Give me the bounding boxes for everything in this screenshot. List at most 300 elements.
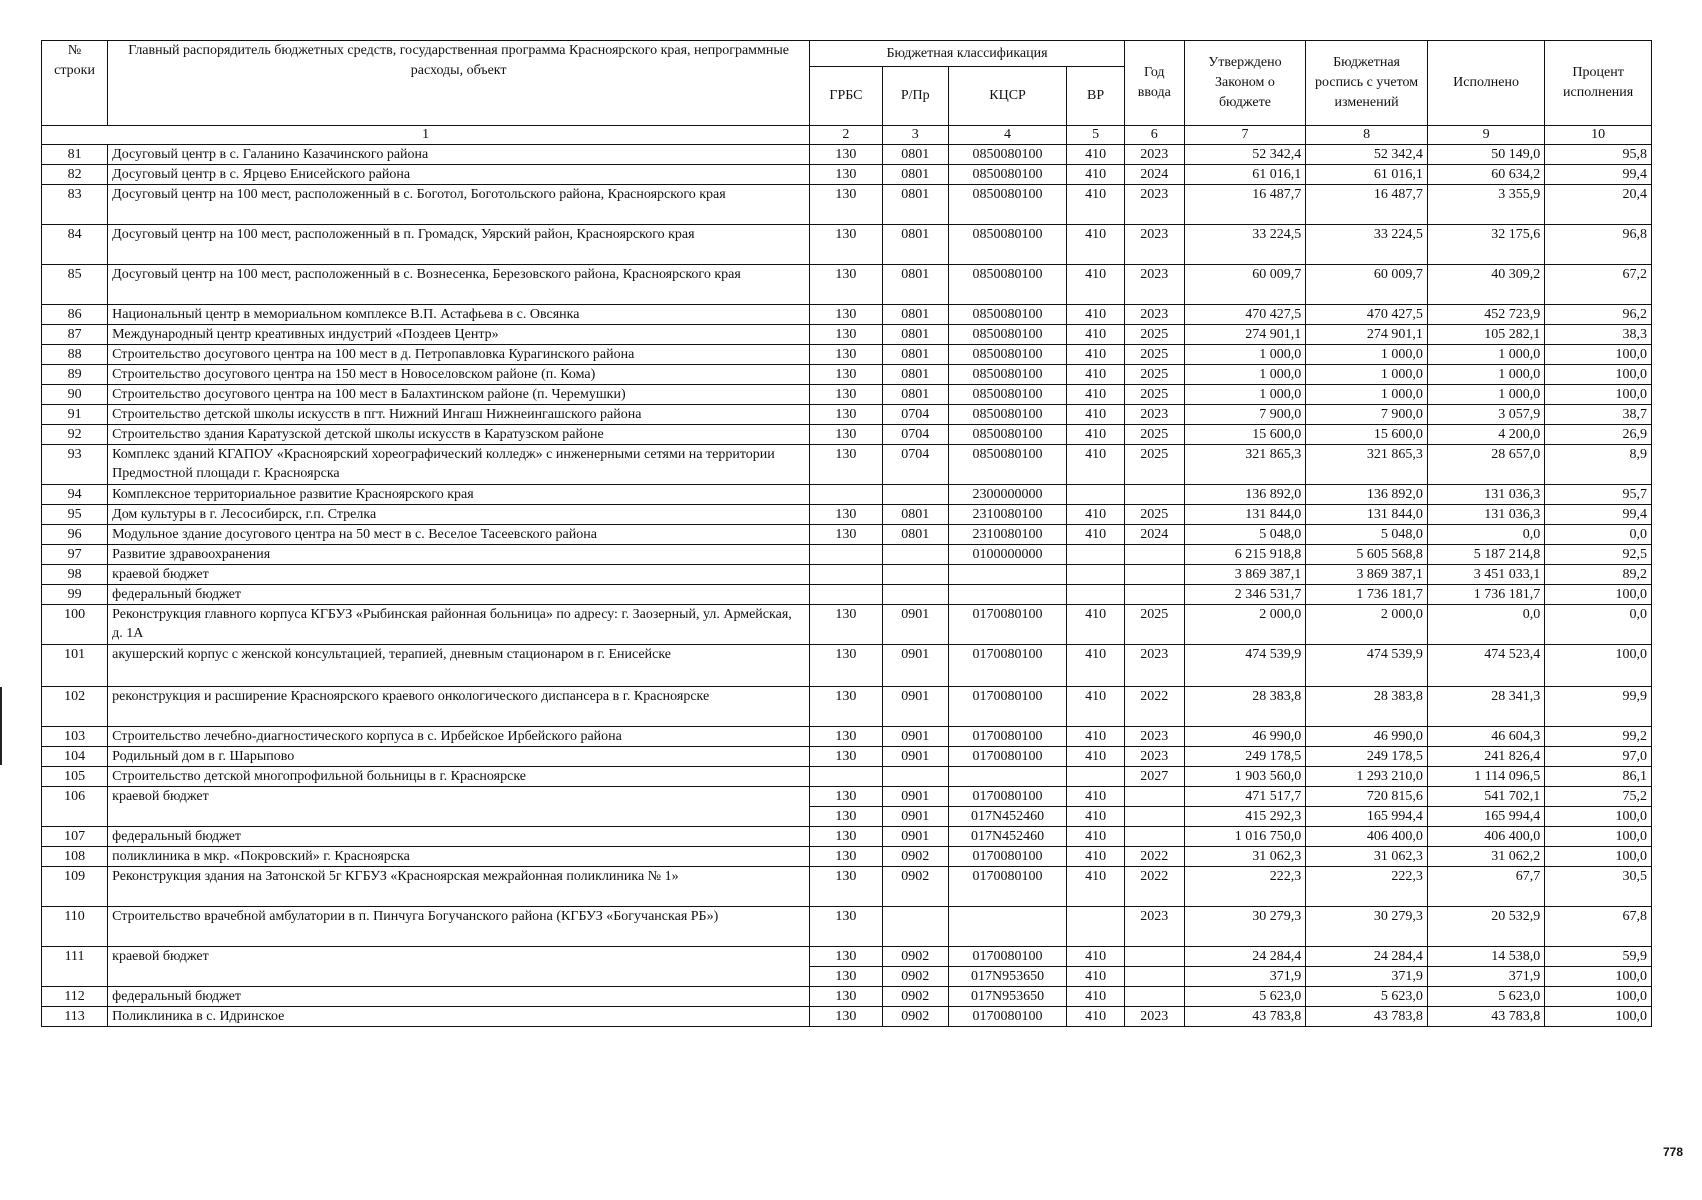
rpr-cell: 0901 bbox=[882, 747, 948, 767]
kcsr-cell: 0170080100 bbox=[948, 605, 1066, 645]
kcsr-cell: 2310080100 bbox=[948, 505, 1066, 525]
object-name-cell: Строительство досугового центра на 100 мест в Балахтинском районе (п. Черемушки) bbox=[108, 385, 810, 405]
kcsr-cell bbox=[948, 565, 1066, 585]
schedule-cell: 165 994,4 bbox=[1306, 807, 1428, 827]
rpr-cell bbox=[882, 585, 948, 605]
row-number-cell: 113 bbox=[42, 1007, 108, 1027]
approved-cell: 16 487,7 bbox=[1184, 185, 1306, 225]
grbs-cell: 130 bbox=[810, 365, 883, 385]
table-row bbox=[42, 787, 1652, 807]
approved-cell: 1 000,0 bbox=[1184, 365, 1306, 385]
vr-cell: 410 bbox=[1067, 827, 1125, 847]
executed-cell: 406 400,0 bbox=[1427, 827, 1544, 847]
year-cell: 2025 bbox=[1124, 325, 1184, 345]
kcsr-cell: 0170080100 bbox=[948, 947, 1066, 967]
grbs-cell: 130 bbox=[810, 747, 883, 767]
object-name-cell: Родильный дом в г. Шарыпово bbox=[108, 747, 810, 767]
table-row bbox=[42, 185, 1652, 225]
row-number-cell: 111 bbox=[42, 947, 108, 987]
year-cell: 2025 bbox=[1124, 425, 1184, 445]
row-number-cell: 107 bbox=[42, 827, 108, 847]
table-row bbox=[42, 165, 1652, 185]
header-schedule: Бюджетная роспись с учетом изменений bbox=[1306, 41, 1428, 126]
executed-cell: 14 538,0 bbox=[1427, 947, 1544, 967]
year-cell: 2025 bbox=[1124, 505, 1184, 525]
rpr-cell: 0801 bbox=[882, 385, 948, 405]
row-number-cell: 87 bbox=[42, 325, 108, 345]
table-row bbox=[42, 747, 1652, 767]
vr-cell bbox=[1067, 907, 1125, 947]
row-number-cell: 100 bbox=[42, 605, 108, 645]
approved-cell: 60 009,7 bbox=[1184, 265, 1306, 305]
approved-cell: 136 892,0 bbox=[1184, 485, 1306, 505]
executed-cell: 5 623,0 bbox=[1427, 987, 1544, 1007]
kcsr-cell: 017N953650 bbox=[948, 987, 1066, 1007]
vr-cell: 410 bbox=[1067, 967, 1125, 987]
grbs-cell: 130 bbox=[810, 145, 883, 165]
executed-cell: 3 451 033,1 bbox=[1427, 565, 1544, 585]
schedule-cell: 136 892,0 bbox=[1306, 485, 1428, 505]
percent-cell: 95,7 bbox=[1545, 485, 1652, 505]
vr-cell: 410 bbox=[1067, 947, 1125, 967]
object-name-cell: краевой бюджет bbox=[108, 787, 810, 827]
approved-cell: 274 901,1 bbox=[1184, 325, 1306, 345]
vr-cell: 410 bbox=[1067, 787, 1125, 807]
table-row bbox=[42, 1007, 1652, 1027]
column-number: 8 bbox=[1306, 126, 1428, 145]
year-cell: 2023 bbox=[1124, 405, 1184, 425]
row-number-cell: 102 bbox=[42, 687, 108, 727]
approved-cell: 7 900,0 bbox=[1184, 405, 1306, 425]
vr-cell: 410 bbox=[1067, 645, 1125, 687]
percent-cell: 99,2 bbox=[1545, 727, 1652, 747]
executed-cell: 3 355,9 bbox=[1427, 185, 1544, 225]
schedule-cell: 7 900,0 bbox=[1306, 405, 1428, 425]
column-number: 2 bbox=[810, 126, 883, 145]
executed-cell: 4 200,0 bbox=[1427, 425, 1544, 445]
year-cell: 2023 bbox=[1124, 1007, 1184, 1027]
schedule-cell: 1 000,0 bbox=[1306, 345, 1428, 365]
percent-cell: 59,9 bbox=[1545, 947, 1652, 967]
year-cell: 2023 bbox=[1124, 225, 1184, 265]
executed-cell: 0,0 bbox=[1427, 525, 1544, 545]
kcsr-cell: 017N953650 bbox=[948, 967, 1066, 987]
executed-cell: 241 826,4 bbox=[1427, 747, 1544, 767]
approved-cell: 2 346 531,7 bbox=[1184, 585, 1306, 605]
rpr-cell bbox=[882, 767, 948, 787]
header-budget-classification: Бюджетная классификация bbox=[810, 41, 1125, 67]
percent-cell: 95,8 bbox=[1545, 145, 1652, 165]
table-row bbox=[42, 605, 1652, 645]
grbs-cell bbox=[810, 585, 883, 605]
grbs-cell: 130 bbox=[810, 385, 883, 405]
object-name-cell: Международный центр креативных индустрий «Поздеев Центр» bbox=[108, 325, 810, 345]
kcsr-cell: 0850080100 bbox=[948, 325, 1066, 345]
executed-cell: 452 723,9 bbox=[1427, 305, 1544, 325]
row-number-cell: 89 bbox=[42, 365, 108, 385]
schedule-cell: 131 844,0 bbox=[1306, 505, 1428, 525]
percent-cell: 96,8 bbox=[1545, 225, 1652, 265]
object-name-cell: Досуговый центр на 100 мест, расположенный в с. Вознесенка, Березовского района, Красноярского края bbox=[108, 265, 810, 305]
budget-table bbox=[41, 40, 1652, 1027]
year-cell bbox=[1124, 947, 1184, 967]
rpr-cell: 0902 bbox=[882, 987, 948, 1007]
approved-cell: 131 844,0 bbox=[1184, 505, 1306, 525]
schedule-cell: 406 400,0 bbox=[1306, 827, 1428, 847]
table-row bbox=[42, 265, 1652, 305]
object-name-cell: Досуговый центр в с. Галанино Казачинского района bbox=[108, 145, 810, 165]
year-cell bbox=[1124, 807, 1184, 827]
percent-cell: 100,0 bbox=[1545, 385, 1652, 405]
vr-cell: 410 bbox=[1067, 525, 1125, 545]
vr-cell: 410 bbox=[1067, 807, 1125, 827]
vr-cell: 410 bbox=[1067, 425, 1125, 445]
percent-cell: 67,2 bbox=[1545, 265, 1652, 305]
object-name-cell: Строительство детской школы искусств в пгт. Нижний Ингаш Нижнеингашского района bbox=[108, 405, 810, 425]
header-name: Главный распорядитель бюджетных средств, государственная программа Красноярского края, непрограммные расходы, объект bbox=[108, 41, 810, 126]
rpr-cell: 0901 bbox=[882, 827, 948, 847]
object-name-cell: Реконструкция здания на Затонской 5г КГБУЗ «Красноярская межрайонная поликлиника № 1» bbox=[108, 867, 810, 907]
schedule-cell: 61 016,1 bbox=[1306, 165, 1428, 185]
percent-cell: 8,9 bbox=[1545, 445, 1652, 485]
schedule-cell: 2 000,0 bbox=[1306, 605, 1428, 645]
table-row bbox=[42, 545, 1652, 565]
year-cell: 2023 bbox=[1124, 907, 1184, 947]
percent-cell: 100,0 bbox=[1545, 1007, 1652, 1027]
kcsr-cell: 0850080100 bbox=[948, 145, 1066, 165]
row-number-cell: 106 bbox=[42, 787, 108, 827]
table-row bbox=[42, 225, 1652, 265]
rpr-cell: 0901 bbox=[882, 687, 948, 727]
executed-cell: 31 062,2 bbox=[1427, 847, 1544, 867]
grbs-cell: 130 bbox=[810, 987, 883, 1007]
vr-cell: 410 bbox=[1067, 325, 1125, 345]
object-name-cell: Строительство врачебной амбулатории в п. Пинчуга Богучанского района (КГБУЗ «Богучанская РБ») bbox=[108, 907, 810, 947]
rpr-cell: 0901 bbox=[882, 605, 948, 645]
row-number-cell: 91 bbox=[42, 405, 108, 425]
vr-cell bbox=[1067, 545, 1125, 565]
row-number-cell: 85 bbox=[42, 265, 108, 305]
schedule-cell: 31 062,3 bbox=[1306, 847, 1428, 867]
approved-cell: 61 016,1 bbox=[1184, 165, 1306, 185]
table-row bbox=[42, 847, 1652, 867]
object-name-cell: федеральный бюджет bbox=[108, 827, 810, 847]
schedule-cell: 1 293 210,0 bbox=[1306, 767, 1428, 787]
percent-cell: 38,3 bbox=[1545, 325, 1652, 345]
rpr-cell: 0801 bbox=[882, 225, 948, 265]
vr-cell: 410 bbox=[1067, 1007, 1125, 1027]
vr-cell: 410 bbox=[1067, 185, 1125, 225]
header-year: Год ввода bbox=[1124, 41, 1184, 126]
percent-cell: 89,2 bbox=[1545, 565, 1652, 585]
kcsr-cell: 2310080100 bbox=[948, 525, 1066, 545]
table-row bbox=[42, 767, 1652, 787]
column-number: 10 bbox=[1545, 126, 1652, 145]
vr-cell: 410 bbox=[1067, 385, 1125, 405]
grbs-cell bbox=[810, 545, 883, 565]
rpr-cell: 0902 bbox=[882, 867, 948, 907]
percent-cell: 99,4 bbox=[1545, 505, 1652, 525]
rpr-cell: 0704 bbox=[882, 405, 948, 425]
approved-cell: 1 000,0 bbox=[1184, 385, 1306, 405]
object-name-cell: Комплексное территориальное развитие Красноярского края bbox=[108, 485, 810, 505]
grbs-cell: 130 bbox=[810, 605, 883, 645]
object-name-cell: краевой бюджет bbox=[108, 565, 810, 585]
year-cell: 2024 bbox=[1124, 525, 1184, 545]
row-number-cell: 95 bbox=[42, 505, 108, 525]
approved-cell: 52 342,4 bbox=[1184, 145, 1306, 165]
table-row bbox=[42, 907, 1652, 947]
executed-cell: 131 036,3 bbox=[1427, 505, 1544, 525]
percent-cell: 30,5 bbox=[1545, 867, 1652, 907]
rpr-cell: 0801 bbox=[882, 505, 948, 525]
grbs-cell bbox=[810, 767, 883, 787]
grbs-cell: 130 bbox=[810, 265, 883, 305]
column-number-row bbox=[42, 126, 1652, 145]
rpr-cell: 0801 bbox=[882, 525, 948, 545]
executed-cell: 3 057,9 bbox=[1427, 405, 1544, 425]
percent-cell: 26,9 bbox=[1545, 425, 1652, 445]
grbs-cell: 130 bbox=[810, 305, 883, 325]
row-number-cell: 81 bbox=[42, 145, 108, 165]
grbs-cell: 130 bbox=[810, 967, 883, 987]
year-cell bbox=[1124, 485, 1184, 505]
schedule-cell: 249 178,5 bbox=[1306, 747, 1428, 767]
grbs-cell: 130 bbox=[810, 525, 883, 545]
grbs-cell: 130 bbox=[810, 225, 883, 265]
vr-cell bbox=[1067, 767, 1125, 787]
row-number-cell: 101 bbox=[42, 645, 108, 687]
table-row bbox=[42, 947, 1652, 967]
header-executed: Исполнено bbox=[1427, 41, 1544, 126]
grbs-cell: 130 bbox=[810, 505, 883, 525]
vr-cell: 410 bbox=[1067, 165, 1125, 185]
executed-cell: 1 736 181,7 bbox=[1427, 585, 1544, 605]
grbs-cell bbox=[810, 485, 883, 505]
table-row bbox=[42, 365, 1652, 385]
grbs-cell: 130 bbox=[810, 345, 883, 365]
column-number: 9 bbox=[1427, 126, 1544, 145]
year-cell: 2027 bbox=[1124, 767, 1184, 787]
table-row bbox=[42, 445, 1652, 485]
grbs-cell: 130 bbox=[810, 325, 883, 345]
approved-cell: 474 539,9 bbox=[1184, 645, 1306, 687]
approved-cell: 28 383,8 bbox=[1184, 687, 1306, 727]
table-row bbox=[42, 987, 1652, 1007]
kcsr-cell: 0170080100 bbox=[948, 867, 1066, 907]
rpr-cell: 0901 bbox=[882, 727, 948, 747]
schedule-cell: 1 000,0 bbox=[1306, 385, 1428, 405]
schedule-cell: 16 487,7 bbox=[1306, 185, 1428, 225]
rpr-cell: 0902 bbox=[882, 967, 948, 987]
percent-cell: 100,0 bbox=[1545, 827, 1652, 847]
row-number-cell: 104 bbox=[42, 747, 108, 767]
schedule-cell: 1 736 181,7 bbox=[1306, 585, 1428, 605]
executed-cell: 46 604,3 bbox=[1427, 727, 1544, 747]
executed-cell: 60 634,2 bbox=[1427, 165, 1544, 185]
row-number-cell: 97 bbox=[42, 545, 108, 565]
year-cell: 2025 bbox=[1124, 605, 1184, 645]
rpr-cell: 0902 bbox=[882, 847, 948, 867]
kcsr-cell: 0170080100 bbox=[948, 787, 1066, 807]
header-percent: Процент исполнения bbox=[1545, 41, 1652, 126]
kcsr-cell: 0850080100 bbox=[948, 445, 1066, 485]
grbs-cell: 130 bbox=[810, 687, 883, 727]
table-row bbox=[42, 305, 1652, 325]
rpr-cell: 0704 bbox=[882, 425, 948, 445]
approved-cell: 5 623,0 bbox=[1184, 987, 1306, 1007]
object-name-cell: Строительство лечебно-диагностического корпуса в с. Ирбейское Ирбейского района bbox=[108, 727, 810, 747]
header-kcsr: КЦСР bbox=[948, 67, 1066, 126]
year-cell bbox=[1124, 967, 1184, 987]
kcsr-cell: 0170080100 bbox=[948, 1007, 1066, 1027]
object-name-cell: акушерский корпус с женской консультацией, терапией, дневным стационаром в г. Енисейске bbox=[108, 645, 810, 687]
column-number: 3 bbox=[882, 126, 948, 145]
vr-cell: 410 bbox=[1067, 365, 1125, 385]
table-body bbox=[42, 145, 1652, 1027]
grbs-cell: 130 bbox=[810, 947, 883, 967]
header-rpr: Р/Пр bbox=[882, 67, 948, 126]
approved-cell: 1 903 560,0 bbox=[1184, 767, 1306, 787]
approved-cell: 30 279,3 bbox=[1184, 907, 1306, 947]
schedule-cell: 60 009,7 bbox=[1306, 265, 1428, 305]
executed-cell: 105 282,1 bbox=[1427, 325, 1544, 345]
year-cell: 2025 bbox=[1124, 445, 1184, 485]
executed-cell: 1 114 096,5 bbox=[1427, 767, 1544, 787]
kcsr-cell: 0100000000 bbox=[948, 545, 1066, 565]
object-name-cell: поликлиника в мкр. «Покровский» г. Красноярска bbox=[108, 847, 810, 867]
kcsr-cell: 0850080100 bbox=[948, 265, 1066, 305]
approved-cell: 33 224,5 bbox=[1184, 225, 1306, 265]
vr-cell: 410 bbox=[1067, 225, 1125, 265]
rpr-cell: 0801 bbox=[882, 185, 948, 225]
approved-cell: 2 000,0 bbox=[1184, 605, 1306, 645]
header-grbs: ГРБС bbox=[810, 67, 883, 126]
percent-cell: 96,2 bbox=[1545, 305, 1652, 325]
grbs-cell: 130 bbox=[810, 727, 883, 747]
rpr-cell: 0801 bbox=[882, 145, 948, 165]
executed-cell: 165 994,4 bbox=[1427, 807, 1544, 827]
grbs-cell: 130 bbox=[810, 907, 883, 947]
schedule-cell: 15 600,0 bbox=[1306, 425, 1428, 445]
header-row-no: № строки bbox=[42, 41, 108, 126]
row-number-cell: 105 bbox=[42, 767, 108, 787]
header-vr: ВР bbox=[1067, 67, 1125, 126]
percent-cell: 67,8 bbox=[1545, 907, 1652, 947]
year-cell: 2023 bbox=[1124, 645, 1184, 687]
percent-cell: 100,0 bbox=[1545, 807, 1652, 827]
executed-cell: 1 000,0 bbox=[1427, 365, 1544, 385]
header-approved: Утверждено Законом о бюджете bbox=[1184, 41, 1306, 126]
year-cell: 2025 bbox=[1124, 365, 1184, 385]
schedule-cell: 30 279,3 bbox=[1306, 907, 1428, 947]
kcsr-cell: 0170080100 bbox=[948, 747, 1066, 767]
percent-cell: 99,9 bbox=[1545, 687, 1652, 727]
row-number-cell: 90 bbox=[42, 385, 108, 405]
executed-cell: 43 783,8 bbox=[1427, 1007, 1544, 1027]
kcsr-cell: 0850080100 bbox=[948, 185, 1066, 225]
vr-cell: 410 bbox=[1067, 505, 1125, 525]
executed-cell: 0,0 bbox=[1427, 605, 1544, 645]
schedule-cell: 474 539,9 bbox=[1306, 645, 1428, 687]
schedule-cell: 5 623,0 bbox=[1306, 987, 1428, 1007]
table-row bbox=[42, 687, 1652, 727]
table-row bbox=[42, 565, 1652, 585]
table-row bbox=[42, 525, 1652, 545]
executed-cell: 67,7 bbox=[1427, 867, 1544, 907]
percent-cell: 100,0 bbox=[1545, 345, 1652, 365]
executed-cell: 50 149,0 bbox=[1427, 145, 1544, 165]
schedule-cell: 33 224,5 bbox=[1306, 225, 1428, 265]
approved-cell: 321 865,3 bbox=[1184, 445, 1306, 485]
object-name-cell: Национальный центр в мемориальном комплексе В.П. Астафьева в с. Овсянка bbox=[108, 305, 810, 325]
schedule-cell: 1 000,0 bbox=[1306, 365, 1428, 385]
year-cell: 2023 bbox=[1124, 185, 1184, 225]
grbs-cell: 130 bbox=[810, 847, 883, 867]
percent-cell: 99,4 bbox=[1545, 165, 1652, 185]
executed-cell: 40 309,2 bbox=[1427, 265, 1544, 305]
object-name-cell: Досуговый центр в с. Ярцево Енисейского района bbox=[108, 165, 810, 185]
executed-cell: 20 532,9 bbox=[1427, 907, 1544, 947]
executed-cell: 541 702,1 bbox=[1427, 787, 1544, 807]
year-cell: 2023 bbox=[1124, 727, 1184, 747]
kcsr-cell: 0170080100 bbox=[948, 687, 1066, 727]
row-number-cell: 99 bbox=[42, 585, 108, 605]
rpr-cell: 0902 bbox=[882, 1007, 948, 1027]
vr-cell: 410 bbox=[1067, 405, 1125, 425]
row-number-cell: 109 bbox=[42, 867, 108, 907]
kcsr-cell: 0850080100 bbox=[948, 225, 1066, 265]
vr-cell: 410 bbox=[1067, 747, 1125, 767]
kcsr-cell: 0170080100 bbox=[948, 645, 1066, 687]
schedule-cell: 321 865,3 bbox=[1306, 445, 1428, 485]
percent-cell: 100,0 bbox=[1545, 967, 1652, 987]
year-cell: 2022 bbox=[1124, 687, 1184, 727]
schedule-cell: 52 342,4 bbox=[1306, 145, 1428, 165]
percent-cell: 0,0 bbox=[1545, 605, 1652, 645]
row-number-cell: 83 bbox=[42, 185, 108, 225]
year-cell: 2023 bbox=[1124, 305, 1184, 325]
schedule-cell: 46 990,0 bbox=[1306, 727, 1428, 747]
approved-cell: 371,9 bbox=[1184, 967, 1306, 987]
object-name-cell: федеральный бюджет bbox=[108, 585, 810, 605]
row-number-cell: 98 bbox=[42, 565, 108, 585]
schedule-cell: 720 815,6 bbox=[1306, 787, 1428, 807]
approved-cell: 5 048,0 bbox=[1184, 525, 1306, 545]
percent-cell: 100,0 bbox=[1545, 365, 1652, 385]
grbs-cell: 130 bbox=[810, 425, 883, 445]
table-row bbox=[42, 385, 1652, 405]
column-number: 5 bbox=[1067, 126, 1125, 145]
approved-cell: 3 869 387,1 bbox=[1184, 565, 1306, 585]
budget-table-container bbox=[41, 40, 1652, 1027]
executed-cell: 1 000,0 bbox=[1427, 345, 1544, 365]
rpr-cell: 0704 bbox=[882, 445, 948, 485]
row-number-cell: 108 bbox=[42, 847, 108, 867]
vr-cell: 410 bbox=[1067, 305, 1125, 325]
object-name-cell: краевой бюджет bbox=[108, 947, 810, 987]
object-name-cell: Реконструкция главного корпуса КГБУЗ «Рыбинская районная больница» по адресу: г. Заозерный, ул. Армейская, д. 1А bbox=[108, 605, 810, 645]
executed-cell: 371,9 bbox=[1427, 967, 1544, 987]
table-row bbox=[42, 425, 1652, 445]
year-cell bbox=[1124, 987, 1184, 1007]
table-row bbox=[42, 145, 1652, 165]
vr-cell: 410 bbox=[1067, 867, 1125, 907]
kcsr-cell bbox=[948, 767, 1066, 787]
vr-cell: 410 bbox=[1067, 265, 1125, 305]
approved-cell: 1 016 750,0 bbox=[1184, 827, 1306, 847]
kcsr-cell: 017N452460 bbox=[948, 807, 1066, 827]
